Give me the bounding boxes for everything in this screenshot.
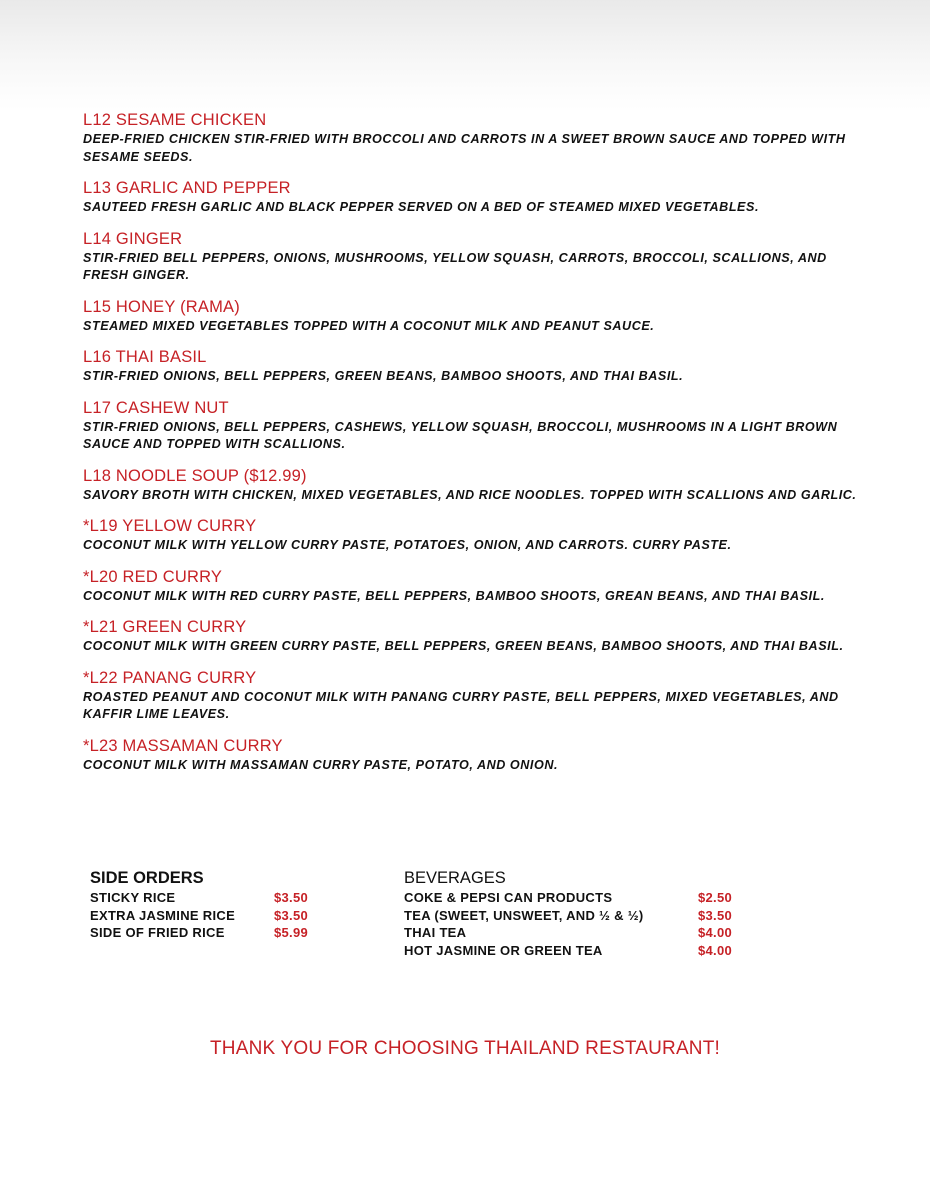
item-name: L15 HONEY (RAMA)	[83, 297, 240, 316]
beverage-price: $4.00	[698, 942, 733, 958]
menu-item	[83, 737, 863, 775]
item-name: *L21 GREEN CURRY	[83, 618, 247, 636]
side-order-row	[90, 907, 350, 925]
item-name: *L19 YELLOW CURRY	[83, 517, 257, 535]
menu-item	[83, 517, 863, 555]
side-order-name: EXTRA JASMINE RICE	[90, 907, 236, 923]
beverage-name: COKE & PEPSI CAN PRODUCTS	[404, 890, 613, 905]
beverage-name: TEA (SWEET, UNSWEET, AND ½ & ½)	[404, 907, 644, 923]
item-description: DEEP-FRIED CHICKEN STIR-FRIED WITH BROCCOLI AND CARROTS IN A SWEET BROWN SAUCE AND TOPPED WITH SESAME SEEDS.	[83, 132, 846, 164]
menu-item	[83, 669, 863, 724]
menu-item	[83, 618, 863, 656]
beverage-name: THAI TEA	[404, 925, 467, 941]
item-name: L13 GARLIC AND PEPPER	[83, 179, 291, 197]
item-description: COCONUT MILK WITH YELLOW CURRY PASTE, POTATOES, ONION, AND CARROTS. CURRY PASTE.	[83, 538, 732, 552]
beverage-name: HOT JASMINE OR GREEN TEA	[404, 942, 603, 958]
menu-item	[83, 348, 863, 386]
beverages-section	[404, 869, 764, 959]
item-name: L18 NOODLE SOUP ($12.99)	[83, 466, 307, 485]
beverages-title: BEVERAGES	[404, 869, 506, 887]
item-description: SAUTEED FRESH GARLIC AND BLACK PEPPER SERVED ON A BED OF STEAMED MIXED VEGETABLES.	[83, 200, 760, 214]
side-order-row	[90, 889, 350, 907]
menu-item	[83, 467, 863, 505]
item-description: STIR-FRIED ONIONS, BELL PEPPERS, GREEN BEANS, BAMBOO SHOOTS, AND THAI BASIL.	[83, 369, 684, 383]
menu-items-list	[83, 111, 863, 787]
menu-item	[83, 568, 863, 606]
item-description: COCONUT MILK WITH RED CURRY PASTE, BELL PEPPERS, BAMBOO SHOOTS, GREAN BEANS, AND THAI BASIL.	[83, 588, 825, 603]
item-description: STEAMED MIXED VEGETABLES TOPPED WITH A COCONUT MILK AND PEANUT SAUCE.	[83, 318, 655, 333]
beverage-row	[404, 924, 764, 942]
side-order-price: $5.99	[274, 925, 309, 941]
item-description: ROASTED PEANUT AND COCONUT MILK WITH PANANG CURRY PASTE, BELL PEPPERS, MIXED VEGETABLES, AND KAFFIR LIME LEAVES.	[83, 689, 839, 721]
item-description: STIR-FRIED ONIONS, BELL PEPPERS, CASHEWS, YELLOW SQUASH, BROCCOLI, MUSHROOMS IN A LIGHT BROWN SAUCE AND TOPPED WITH SCALLIONS.	[83, 419, 838, 451]
beverage-row	[404, 907, 764, 925]
item-name: *L22 PANANG CURRY	[83, 668, 257, 687]
menu-item	[83, 111, 863, 166]
menu-item	[83, 399, 863, 454]
side-order-price: $3.50	[274, 907, 309, 923]
menu-item	[83, 230, 863, 285]
side-order-name: STICKY RICE	[90, 890, 176, 905]
menu-item	[83, 298, 863, 336]
beverage-row	[404, 942, 764, 960]
item-name: L16 THAI BASIL	[83, 348, 207, 366]
item-name: L12 SESAME CHICKEN	[83, 111, 267, 129]
beverage-row	[404, 889, 764, 907]
side-order-price: $3.50	[274, 890, 309, 905]
item-description: COCONUT MILK WITH MASSAMAN CURRY PASTE, POTATO, AND ONION.	[83, 757, 559, 772]
item-name: L14 GINGER	[83, 229, 183, 248]
side-orders-section	[90, 869, 350, 942]
item-name: L17 CASHEW NUT	[83, 398, 229, 417]
beverage-price: $2.50	[698, 890, 733, 905]
side-order-row	[90, 924, 350, 942]
item-name: *L23 MASSAMAN CURRY	[83, 736, 283, 755]
side-orders-title: SIDE ORDERS	[90, 869, 204, 887]
item-description: COCONUT MILK WITH GREEN CURRY PASTE, BELL PEPPERS, GREEN BEANS, BAMBOO SHOOTS, AND THAI BASIL.	[83, 639, 844, 653]
side-order-name: SIDE OF FRIED RICE	[90, 925, 225, 941]
item-name: *L20 RED CURRY	[83, 567, 223, 586]
menu-item	[83, 179, 863, 217]
item-description: SAVORY BROTH WITH CHICKEN, MIXED VEGETABLES, AND RICE NOODLES. TOPPED WITH SCALLIONS AND GARLIC.	[83, 487, 857, 502]
beverage-price: $3.50	[698, 907, 733, 923]
thank-you-message: THANK YOU FOR CHOOSING THAILAND RESTAURANT!	[209, 1038, 721, 1059]
item-description: STIR-FRIED BELL PEPPERS, ONIONS, MUSHROOMS, YELLOW SQUASH, CARROTS, BROCCOLI, SCALLIONS, AND FRESH GINGER.	[83, 250, 827, 282]
beverage-price: $4.00	[698, 925, 733, 941]
